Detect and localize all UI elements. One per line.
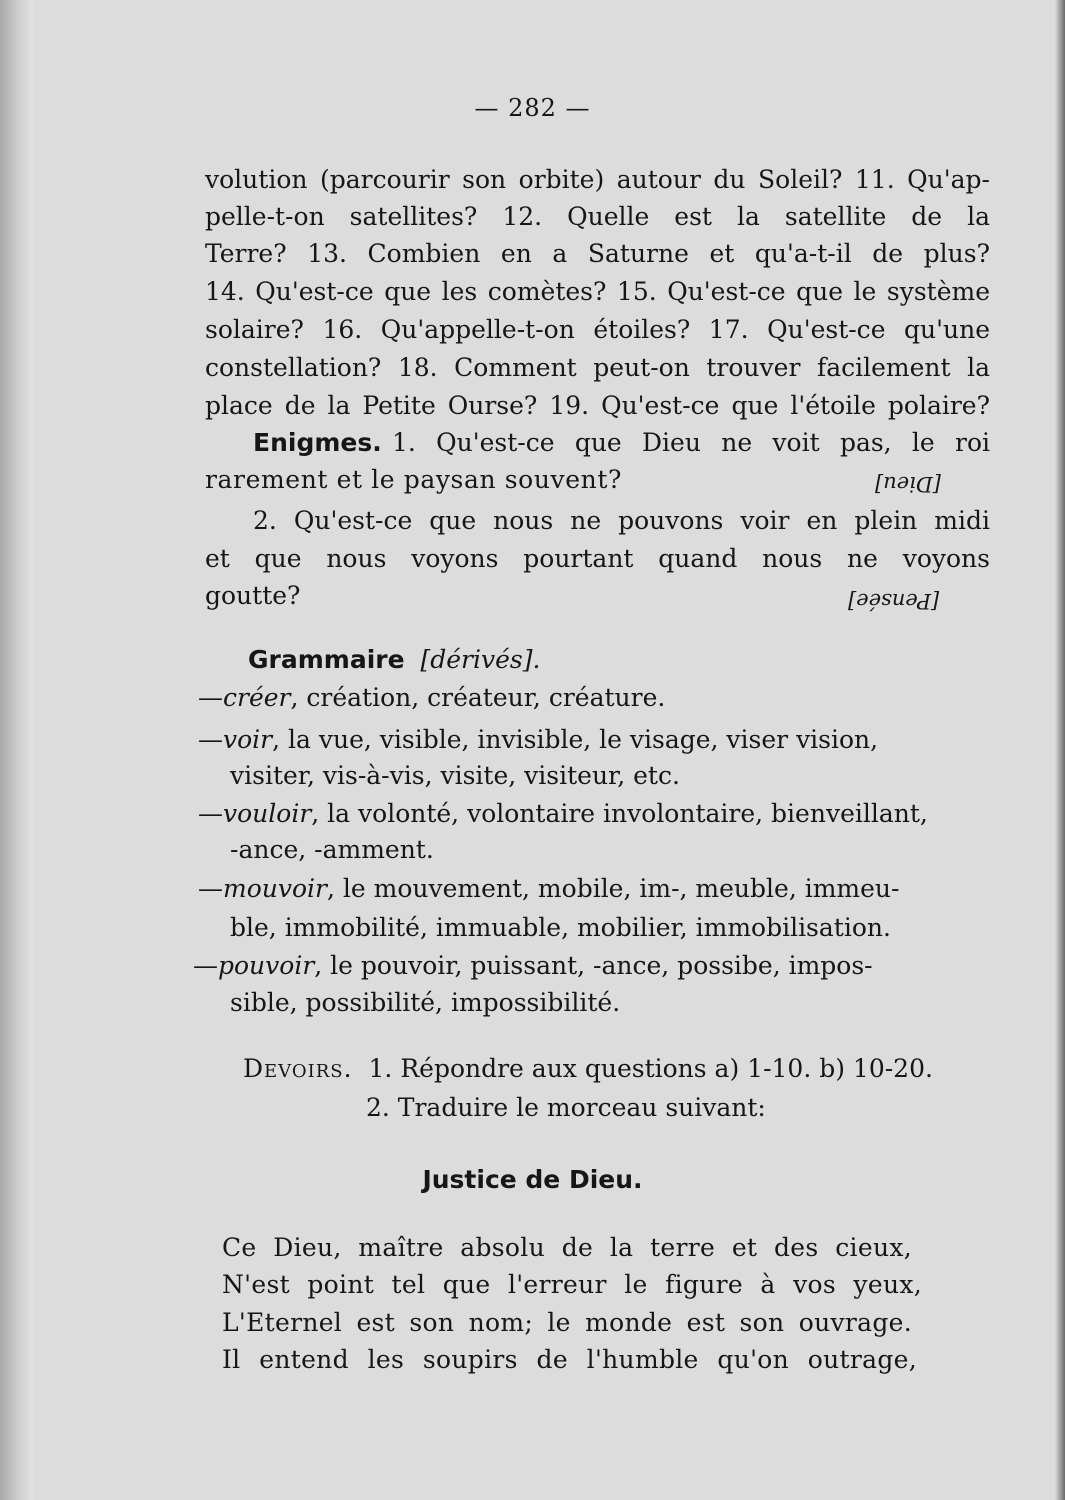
inverted-answer: [Dieu]	[875, 472, 941, 496]
grammaire-label: Grammaire	[248, 645, 405, 674]
grammar-entry	[198, 680, 665, 716]
text-line: pelle-t-on satellites? 12. Quelle est la satellite de la	[205, 202, 990, 231]
entry-verb: mouvoir	[223, 874, 327, 903]
devoirs-line-1	[243, 1051, 933, 1087]
entry-dash: —	[198, 683, 223, 712]
grammaire-heading	[248, 642, 540, 678]
poem-line: N'est point tel que l'erreur le figure à vos yeux,	[222, 1270, 922, 1299]
entry-continuation: ble, immobilité, immuable, mobilier, immobilisation.	[230, 913, 891, 942]
page-edge-shadow	[0, 0, 34, 1500]
text-line: volution (parcourir son orbite) autour du Soleil? 11. Qu'ap-	[205, 165, 990, 194]
enigme-2-line-1: 2. Qu'est-ce que nous ne pouvons voir en plein midi	[253, 506, 990, 535]
inverted-answer: [Pensée]	[848, 589, 940, 613]
entry-verb: créer	[223, 683, 291, 712]
enigme-2-line-2: et que nous voyons pourtant quand nous ne voyons	[205, 544, 990, 573]
devoirs-task-2: 2. Traduire le morceau suivant:	[366, 1093, 766, 1122]
enigme-2-answer	[848, 583, 939, 620]
entry-derivatives: , le pouvoir, puissant, -ance, possibe, impos-	[314, 951, 873, 980]
entry-verb: vouloir	[223, 799, 312, 828]
grammar-entry	[193, 948, 873, 984]
enigme-2-line-3: goutte?	[205, 581, 301, 610]
poem-title: Justice de Dieu.	[422, 1165, 643, 1194]
text-line: Terre? 13. Combien en a Saturne et qu'a-t-il de plus?	[205, 239, 990, 268]
enigmes-heading	[253, 425, 382, 461]
text-line: solaire? 16. Qu'appelle-t-on étoiles? 17. Qu'est-ce qu'une	[205, 315, 990, 344]
enigme-1-line-2: rarement et le paysan souvent?	[205, 465, 622, 494]
poem-line: L'Eternel est son nom; le monde est son ouvrage.	[222, 1308, 912, 1337]
entry-continuation: visiter, vis-à-vis, visite, visiteur, etc.	[230, 761, 680, 790]
entry-verb: voir	[223, 725, 273, 754]
entry-verb: pouvoir	[218, 951, 315, 980]
entry-dash: —	[198, 874, 223, 903]
entry-dash: —	[198, 725, 223, 754]
entry-derivatives: , la volonté, volontaire involontaire, bienveillant,	[311, 799, 928, 828]
entry-derivatives: , création, créateur, créature.	[290, 683, 666, 712]
grammar-entry	[198, 722, 878, 758]
page-number: — 282 —	[474, 94, 591, 122]
spine-shadow	[1055, 0, 1065, 1500]
poem-line: Ce Dieu, maître absolu de la terre et des cieux,	[222, 1233, 912, 1262]
entry-derivatives: , le mouvement, mobile, im-, meuble, immeu-	[326, 874, 900, 903]
grammaire-subtitle: [dérivés].	[420, 645, 541, 674]
entry-continuation: -ance, -amment.	[230, 835, 434, 864]
devoirs-label: Devoirs.	[243, 1054, 353, 1083]
entry-dash: —	[198, 799, 223, 828]
devoirs-task-1: 1. Répondre aux questions a) 1-10. b) 10-20.	[368, 1054, 933, 1083]
text-line: constellation? 18. Comment peut-on trouver facilement la	[205, 353, 990, 382]
entry-derivatives: , la vue, visible, invisible, le visage, viser vision,	[272, 725, 879, 754]
grammar-entry	[198, 871, 899, 907]
entry-dash: —	[193, 951, 218, 980]
poem-line: Il entend les soupirs de l'humble qu'on outrage,	[222, 1345, 917, 1374]
text-line: place de la Petite Ourse? 19. Qu'est-ce que l'étoile polaire?	[205, 391, 990, 420]
enigmes-label: Enigmes.	[253, 428, 382, 457]
enigme-1-line-1: 1. Qu'est-ce que Dieu ne voit pas, le roi	[392, 428, 990, 457]
text-line: 14. Qu'est-ce que les comètes? 15. Qu'est-ce que le système	[205, 277, 990, 306]
enigme-1-answer	[875, 466, 941, 503]
grammar-entry	[198, 796, 928, 832]
entry-continuation: sible, possibilité, impossibilité.	[230, 988, 621, 1017]
